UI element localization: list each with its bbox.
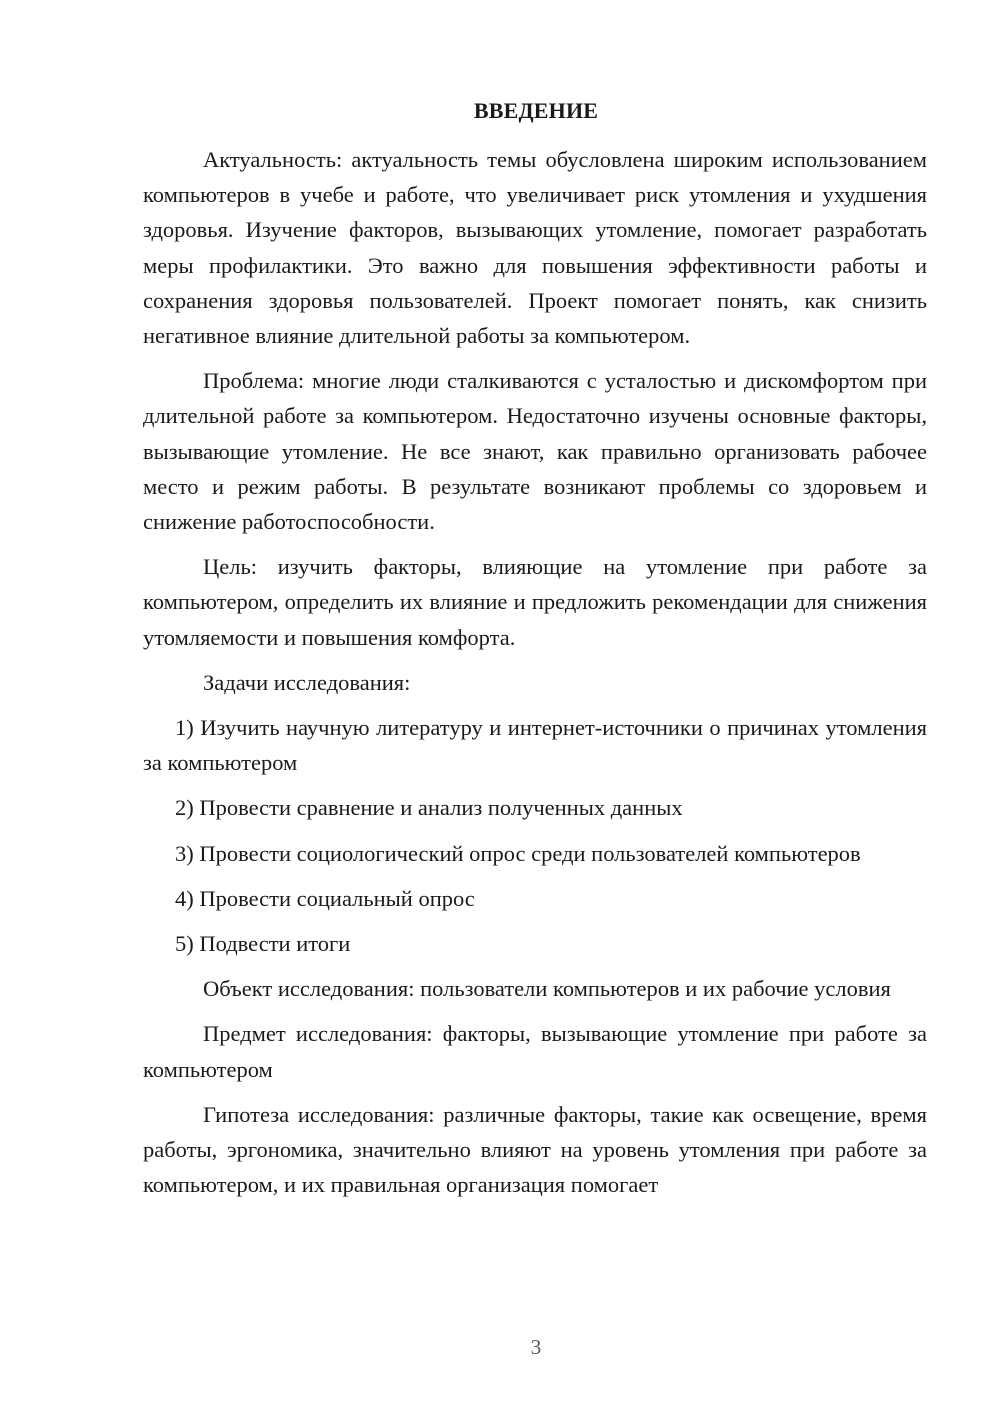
- goal-paragraph: Цель: изучить факторы, влияющие на утомление при работе за компьютером, определить их влияние и предложить рекомендации для снижения утомляемости и повышения комфорта.: [143, 554, 927, 650]
- relevance-paragraph: Актуальность: актуальность темы обусловлена широким использованием компьютеров в учебе и работе, что увеличивает риск утомления и ухудшения здоровья. Изучение факторов, вызывающих утомление, помогает разработать меры профилактики. Это важно для повышения эффективности работы и сохранения здоровья пользователей. Проект помогает понять, как снизить негативное влияние длительной работы за компьютером.: [143, 147, 927, 349]
- object-paragraph: Объект исследования: пользователи компьютеров и их рабочие условия: [203, 976, 891, 1002]
- page-number: 3: [530, 1335, 542, 1359]
- document-title: ВВЕДЕНИЕ: [473, 98, 599, 123]
- task-item: 5) Подвести итоги: [175, 931, 351, 957]
- task-item: 1) Изучить научную литературу и интернет-источники о причинах утомления за компьютером: [143, 715, 927, 776]
- task-item: 2) Провести сравнение и анализ полученных данных: [175, 795, 683, 821]
- task-item: 4) Провести социальный опрос: [175, 885, 475, 911]
- task-item: 3) Провести социологический опрос среди пользователей компьютеров: [175, 840, 861, 866]
- subject-paragraph: Предмет исследования: факторы, вызывающие утомление при работе за компьютером: [143, 1021, 927, 1082]
- hypothesis-paragraph: Гипотеза исследования: различные факторы, такие как освещение, время работы, эргономика, значительно влияют на уровень утомления при работе за компьютером, и их правильная организация помогает: [143, 1101, 927, 1198]
- problem-paragraph: Проблема: многие люди сталкиваются с усталостью и дискомфортом при длительной работе за компьютером. Недостаточно изучены основные факторы, вызывающие утомление. Не все знают, как правильно организовать рабочее место и режим работы. В результате возникают проблемы со здоровьем и снижение работоспособности.: [143, 368, 927, 535]
- document-body: [143, 142, 927, 1202]
- tasks-heading: Задачи исследования:: [203, 669, 411, 695]
